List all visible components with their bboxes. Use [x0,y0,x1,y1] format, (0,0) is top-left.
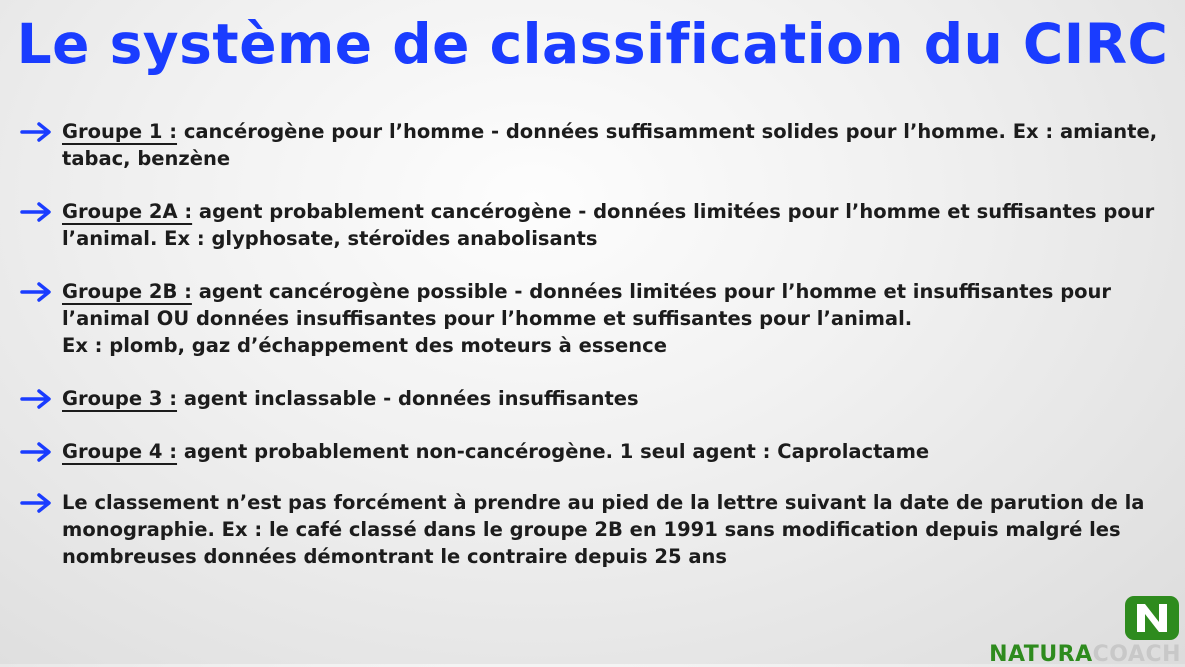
bullet-text-example: Ex : plomb, gaz d’échappement des moteurs à essence [62,334,667,357]
group-label: Groupe 2A : [62,200,193,223]
arrow-right-icon [20,441,54,463]
bullet-group-3 [20,385,1160,412]
bullet-group-2a [20,198,1160,252]
bullet-group-2b [20,278,1160,359]
group-label: Groupe 1 : [62,120,178,143]
group-label: Groupe 3 : [62,387,178,410]
arrow-right-icon [20,121,54,143]
arrow-right-icon [20,388,54,410]
bullet-group-4 [20,438,1160,465]
bullet-text: agent inclassable - données insuffisantes [177,387,639,410]
bullet-text: agent cancérogène possible - données limitées pour l’homme et insuffisantes pour l’animal OU données insuffisantes pour l’homme et suffisantes pour l’animal. [62,280,1112,330]
slide-title: Le système de classification du CIRC [16,12,1169,76]
logo-wordmark [989,642,1181,667]
bullet-text: agent probablement non-cancérogène. 1 seul agent : Caprolactame [177,440,930,463]
bullet-list [20,118,1160,570]
bullet-text: agent probablement cancérogène - données limitées pour l’homme et suffisantes pour l’animal. Ex : glyphosate, stéroïdes anabolisants [62,200,1155,250]
bullet-group-1 [20,118,1160,172]
arrow-right-icon [20,281,54,303]
logo-wordmark-coach: COACH [1092,642,1181,667]
group-label: Groupe 4 : [62,440,178,463]
n-badge-icon [1123,594,1181,642]
group-label: Groupe 2B : [62,280,192,303]
arrow-right-icon [20,492,54,514]
bullet-text: cancérogène pour l’homme - données suffisamment solides pour l’homme. Ex : amiante, tabac, benzène [62,120,1158,170]
bullet-text: Le classement n’est pas forcément à prendre au pied de la lettre suivant la date de parution de la monographie. Ex : le café classé dans le groupe 2B en 1991 sans modification depuis malgré les nombreuses données démontrant le contraire depuis 25 ans [62,491,1145,568]
logo-wordmark-natura: NATURA [989,642,1093,667]
bullet-note [20,489,1160,570]
naturacoach-logo [989,594,1185,667]
arrow-right-icon [20,201,54,223]
